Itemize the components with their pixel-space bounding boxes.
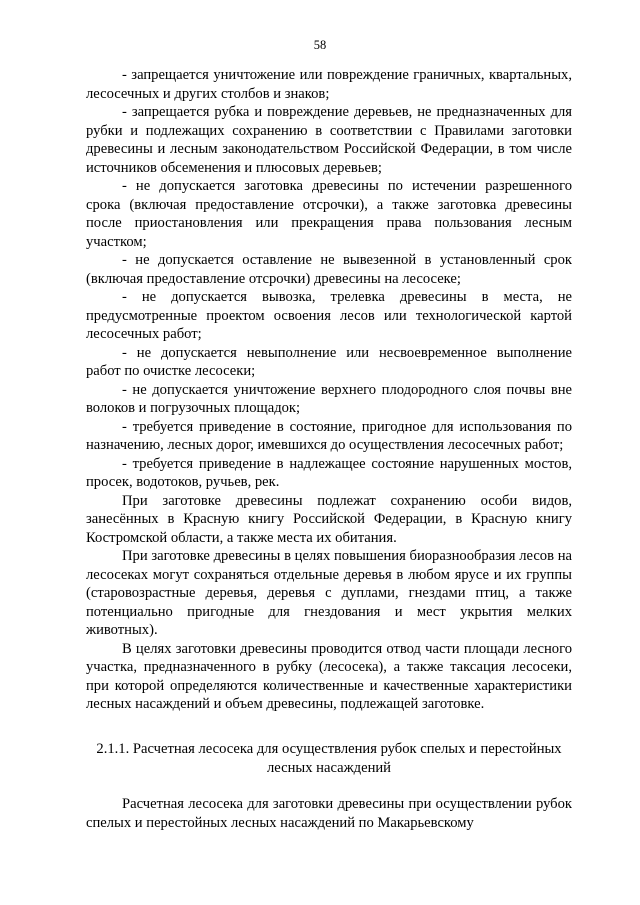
paragraph-red-book: При заготовке древесины подлежат сохранению особи видов, занесённых в Красную книгу Российской Федерации, в Красную книгу Костромской области, а также места их обитания. <box>86 492 572 546</box>
paragraph-tree-felling: - запрещается рубка и повреждение деревьев, не предназначенных для рубки и подлежащих сохранению в соответствии с Правилами заготовки древесины и лесным законодательством Российской Федерации, в том числе источников обсеменения и плюсовых деревьев; <box>86 104 572 176</box>
paragraph-cleanup: - не допускается невыполнение или несвоевременное выполнение работ по очистке лесосеки; <box>86 344 572 379</box>
section-heading: 2.1.1. Расчетная лесосека для осуществления рубок спелых и перестойных лесных насаждений <box>96 741 562 776</box>
paragraph-skidding: - не допускается вывозка, трелевка древесины в места, не предусмотренные проектом освоения лесов или технологической картой лесосечных работ; <box>86 289 572 342</box>
paragraph-bridges: - требуется приведение в надлежащее состояние нарушенных мостов, просек, водотоков, ручьев, рек. <box>86 455 572 490</box>
body-text <box>86 66 572 714</box>
page-number: 58 <box>313 38 327 52</box>
paragraph-boundary-markers: - запрещается уничтожение или повреждение граничных, квартальных, лесосечных и других столбов и знаков; <box>86 67 572 102</box>
paragraph-allotment: В целях заготовки древесины проводится отвод части площади лесного участка, предназначенного в рубку (лесосека), а также таксация лесосеки, при которой определяются количественные и качественные характеристики лесных насаждений и объем древесины, подлежащей заготовке. <box>86 640 572 712</box>
paragraph-calculated-cutting-area: Расчетная лесосека для заготовки древесины при осуществлении рубок спелых и перестойных лесных насаждений по Макарьевскому <box>86 796 572 831</box>
tail-text <box>86 795 572 832</box>
paragraph-soil-layer: - не допускается уничтожение верхнего плодородного слоя почвы вне волоков и погрузочных площадок; <box>86 381 572 416</box>
paragraph-biodiversity: При заготовке древесины в целях повышения биоразнообразия лесов на лесосеках могут сохраняться отдельные деревья в любом ярусе и их группы (старовозрастные деревья, деревья с дуплами, гнездами птиц, а также потенциально пригодные для гнездования и мест укрытия мелких животных). <box>86 548 572 638</box>
paragraph-leftover-timber: - не допускается оставление не вывезенной в установленный срок (включая предоставление отсрочки) древесины на лесосеке; <box>86 252 572 287</box>
paragraph-harvest-expiry: - не допускается заготовка древесины по истечении разрешенного срока (включая предоставление отсрочки), а также заготовка древесины после приостановления или прекращения права пользования лесным участком; <box>86 178 572 250</box>
paragraph-forest-roads: - требуется приведение в состояние, пригодное для использования по назначению, лесных дорог, имевшихся до осуществления лесосечных работ; <box>86 418 572 453</box>
